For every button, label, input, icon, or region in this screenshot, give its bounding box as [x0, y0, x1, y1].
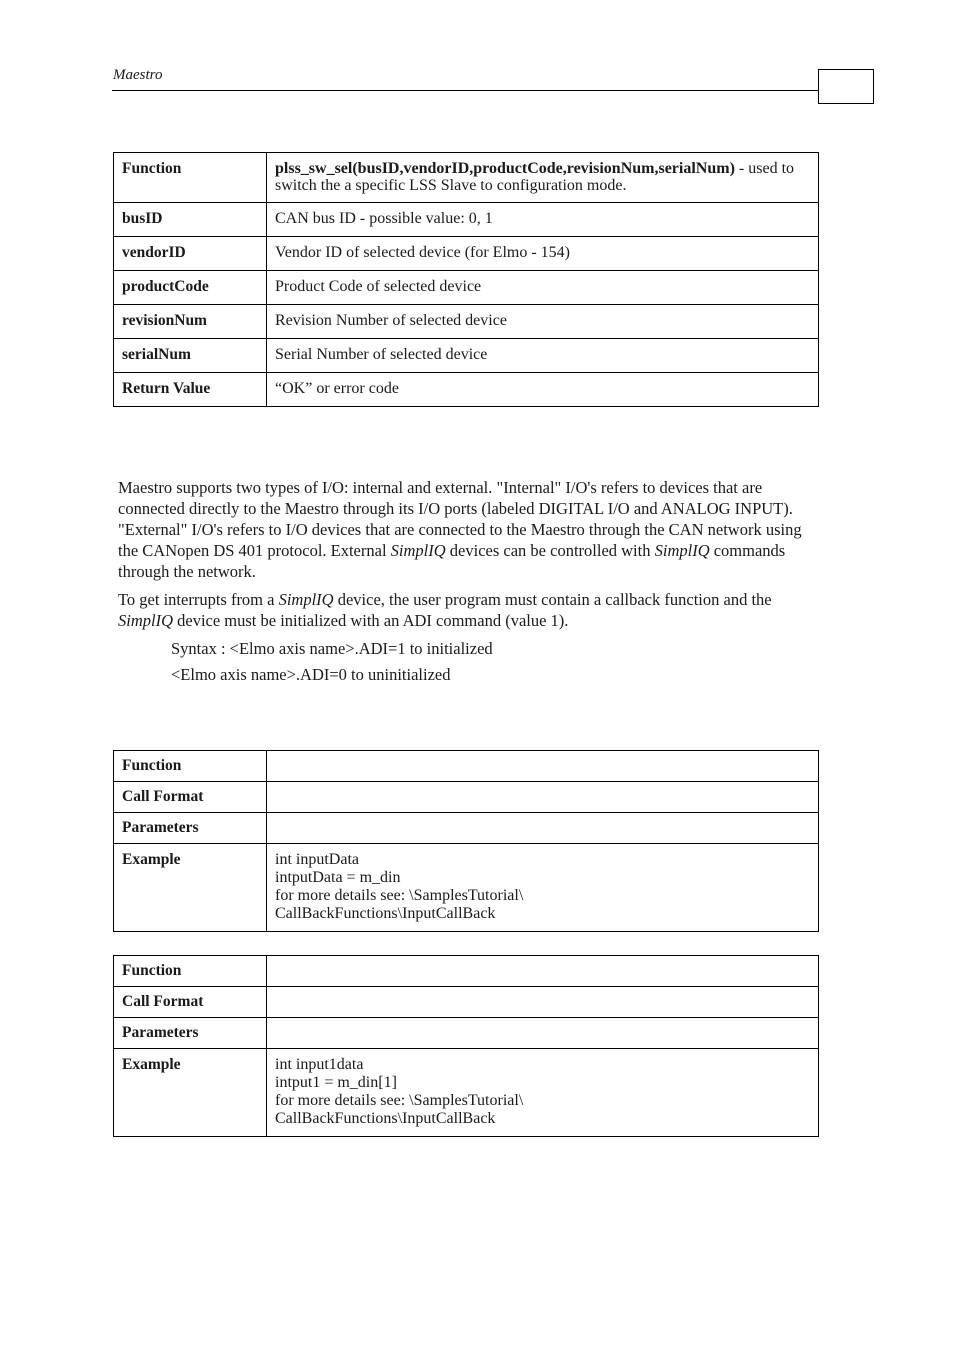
page-number-box	[818, 69, 874, 104]
table-row	[114, 987, 819, 1018]
row-label: Example	[114, 844, 267, 932]
row-label: revisionNum	[114, 305, 267, 339]
table-row	[114, 339, 819, 373]
example-code: int inputData intputData = m_din for more details see: \SamplesTutorial\ CallBackFunctions\InputCallBack	[267, 844, 819, 932]
table-row	[114, 751, 819, 782]
row-label: Call Format	[114, 987, 267, 1018]
row-label: Return Value	[114, 373, 267, 407]
table-row	[114, 373, 819, 407]
row-value	[267, 1018, 819, 1049]
table-row	[114, 782, 819, 813]
table-row	[114, 1018, 819, 1049]
row-value: Vendor ID of selected device (for Elmo - 154)	[267, 237, 819, 271]
row-value	[267, 987, 819, 1018]
text-run: To get interrupts from a	[118, 590, 279, 609]
io-types-paragraph	[118, 477, 818, 582]
row-label: Function	[114, 153, 267, 203]
row-value	[267, 813, 819, 844]
row-value: Product Code of selected device	[267, 271, 819, 305]
row-label: productCode	[114, 271, 267, 305]
row-value: Serial Number of selected device	[267, 339, 819, 373]
row-label: Parameters	[114, 1018, 267, 1049]
table-row	[114, 1049, 819, 1137]
simpliq-term: SimplIQ	[118, 611, 173, 630]
syntax-line-initialize: Syntax : <Elmo axis name>.ADI=1 to initialized	[171, 639, 493, 658]
example-code: int input1data intput1 = m_din[1] for more details see: \SamplesTutorial\ CallBackFunctions\InputCallBack	[267, 1049, 819, 1137]
row-label: Example	[114, 1049, 267, 1137]
simpliq-term: SimplIQ	[654, 541, 710, 560]
row-label: Function	[114, 956, 267, 987]
running-header-title: Maestro	[113, 67, 163, 83]
row-value: “OK” or error code	[267, 373, 819, 407]
simpliq-term: SimplIQ	[278, 590, 334, 609]
syntax-line-uninitialize: <Elmo axis name>.ADI=0 to uninitialized	[171, 665, 451, 684]
plss-sw-sel-definition-table	[113, 152, 819, 407]
simpliq-term: SimplIQ	[390, 541, 446, 560]
table-row	[114, 844, 819, 932]
table-row	[114, 237, 819, 271]
header-rule	[112, 90, 818, 91]
row-value	[267, 153, 819, 203]
table-row	[114, 305, 819, 339]
row-label: Call Format	[114, 782, 267, 813]
text-run: device must be initialized with an ADI command (value 1).	[173, 611, 569, 630]
row-label: Function	[114, 751, 267, 782]
row-label: Parameters	[114, 813, 267, 844]
text-run: commands through the network.	[118, 541, 786, 581]
table-row	[114, 153, 819, 203]
table-row	[114, 203, 819, 237]
row-label: busID	[114, 203, 267, 237]
row-label: serialNum	[114, 339, 267, 373]
table-row	[114, 813, 819, 844]
table-row	[114, 271, 819, 305]
text-run: device, the user program must contain a callback function and the	[333, 590, 772, 609]
interrupts-paragraph	[118, 589, 818, 631]
text-run: devices can be controlled with	[445, 541, 655, 560]
function-description: - used to switch the a specific LSS Slave to configuration mode.	[275, 160, 795, 194]
row-value: CAN bus ID - possible value: 0, 1	[267, 203, 819, 237]
row-value	[267, 956, 819, 987]
table-row	[114, 956, 819, 987]
m-din-index-definition-table	[113, 955, 819, 1137]
row-value: Revision Number of selected device	[267, 305, 819, 339]
m-din-definition-table	[113, 750, 819, 932]
row-value	[267, 782, 819, 813]
text-run: Maestro supports two types of I/O: internal and external. "Internal" I/O's refers to devices that are connected directly to the Maestro through its I/O ports (labeled DIGITAL I/O and ANALOG INPUT). "External" I/O's refers to I/O devices that are connected to the Maestro through the CAN network using the CANopen DS 401 protocol. External	[118, 478, 802, 560]
row-label: vendorID	[114, 237, 267, 271]
row-value	[267, 751, 819, 782]
function-signature: plss_sw_sel(busID,vendorID,productCode,revisionNum,serialNum)	[275, 160, 735, 177]
